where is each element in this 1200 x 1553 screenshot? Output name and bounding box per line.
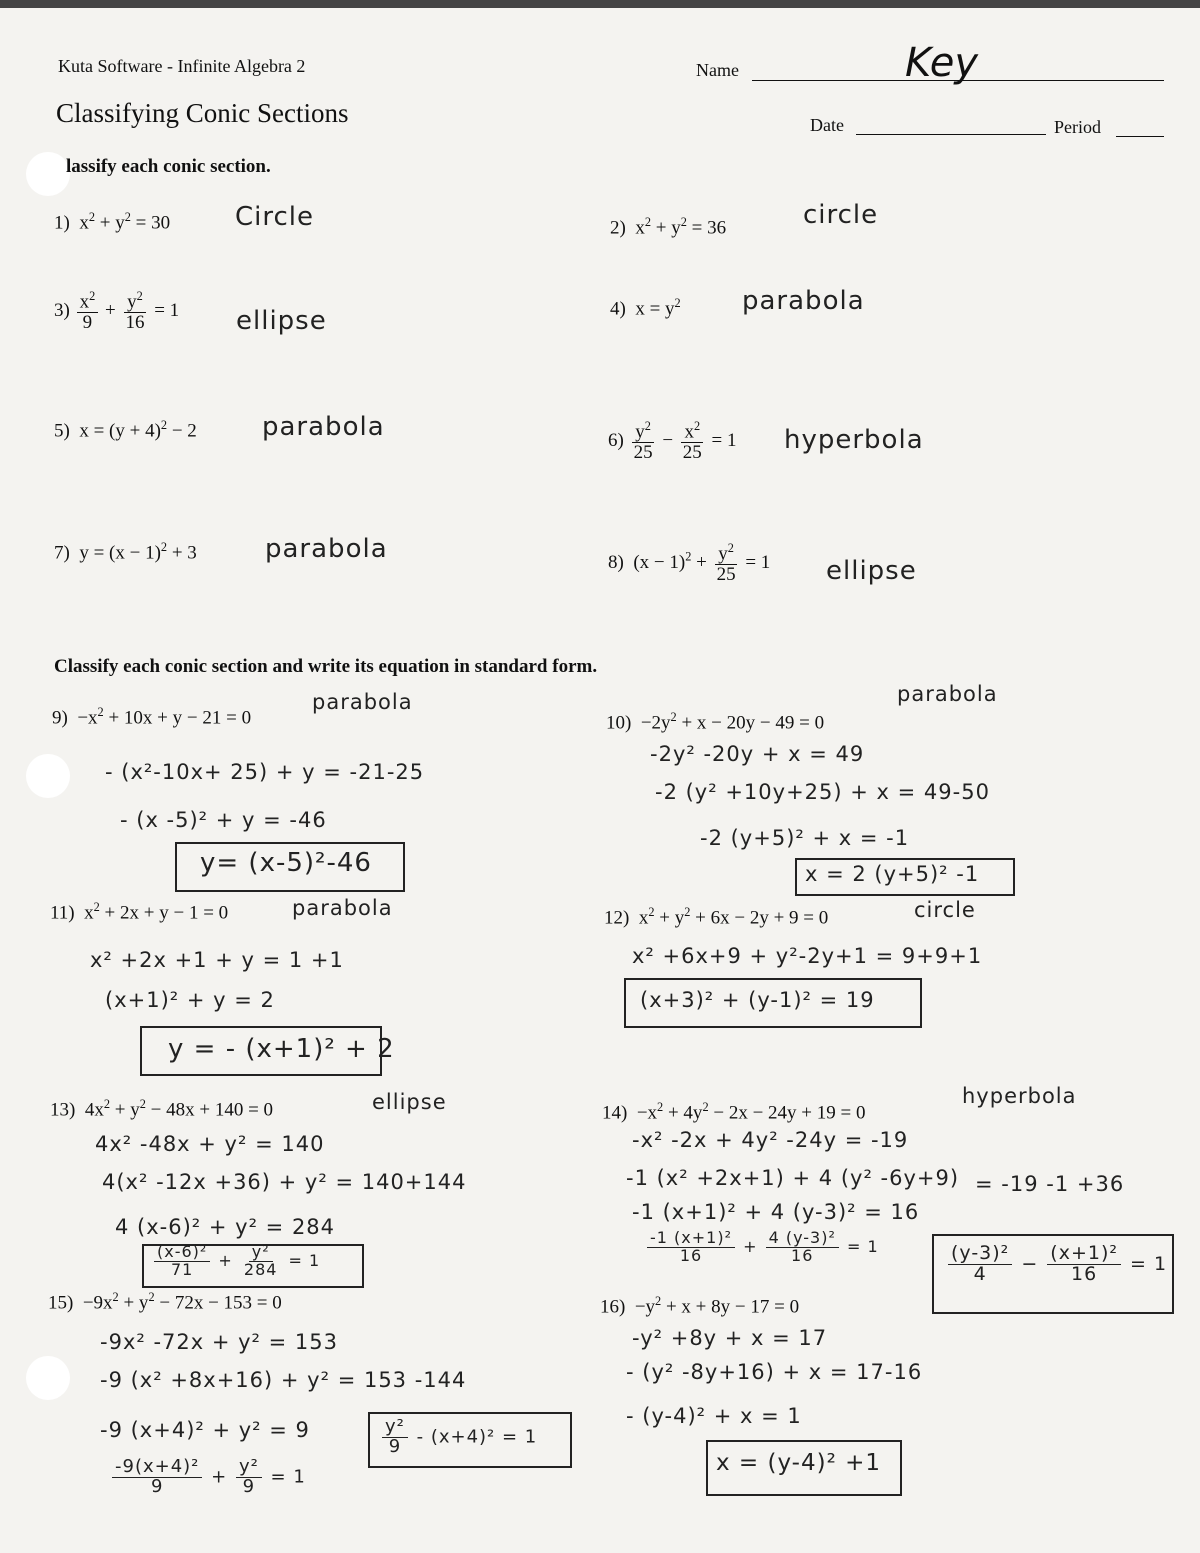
work-15-den1: 9: [150, 1475, 164, 1497]
type-9: parabola: [312, 690, 413, 714]
answer-3: ellipse: [236, 306, 327, 336]
work-10-line3: -2 (y+5)² + x = -1: [700, 826, 910, 850]
date-label: Date: [810, 115, 844, 135]
name-label: Name: [696, 60, 739, 80]
answer-15-rest: - (x+4)² = 1: [416, 1426, 538, 1448]
answer-6: hyperbola: [784, 425, 924, 455]
answer-8: ellipse: [826, 556, 917, 586]
work-15-line1: -9x² -72x + y² = 153: [100, 1330, 339, 1354]
answer-14-den1: 4: [973, 1262, 987, 1285]
type-10: parabola: [897, 682, 998, 706]
answer-14-den2: 16: [1071, 1262, 1098, 1285]
name-value: Key: [905, 40, 979, 86]
answer-14-num2: (x+1)²: [1047, 1244, 1121, 1265]
binder-hole-top: [26, 152, 70, 196]
answer-12: (x+3)² + (y-1)² = 19: [640, 988, 875, 1012]
binder-hole-middle: [26, 754, 70, 798]
problem-number: 16): [600, 1296, 626, 1318]
answer-15-den1: 9: [388, 1435, 402, 1457]
problem-4: 4) $x = y^2$: [610, 296, 681, 320]
worksheet-title: Classifying Conic Sections: [56, 98, 349, 128]
answer-13-rhs: = 1: [288, 1250, 321, 1270]
problem-number: 2): [610, 217, 626, 239]
problem-2: 2) $x^2 + y^2 = 36$: [610, 215, 727, 239]
problem-11: 11) $x^2 + 2x + y - 1 = 0$: [50, 900, 229, 924]
work-16-line2: - (y² -8y+16) + x = 17-16: [626, 1360, 923, 1384]
work-14-num2: 4 (y-3)²: [766, 1230, 839, 1248]
work-14-line2: -1 (x² +2x+1) + 4 (y² -6y+9): [626, 1166, 960, 1190]
work-13-line2: 4(x² -12x +36) + y² = 140+144: [102, 1170, 467, 1194]
work-14-line2b: = -19 -1 +36: [975, 1172, 1125, 1196]
section2-instruction: Classify each conic section and write its equation in standard form.: [54, 656, 598, 677]
problem-number: 6): [608, 429, 624, 451]
work-9-line1: - (x²-10x+ 25) + y = -21-25: [105, 760, 425, 784]
answer-14-rhs: = 1: [1130, 1252, 1168, 1275]
problem-number: 10): [606, 712, 632, 734]
answer-1: Circle: [235, 202, 315, 232]
work-14-line3: -1 (x+1)² + 4 (y-3)² = 16: [632, 1200, 920, 1224]
problem-9: $9) -x^2 + 10x + y - 21 = 0$: [52, 705, 252, 729]
problem-number: 1): [54, 212, 70, 234]
problem-15: $15) -9x^2 + y^2 - 72x - 153 = 0$: [48, 1290, 282, 1314]
work-16-line1: -y² +8y + x = 17: [632, 1326, 828, 1350]
work-14-den1: 16: [679, 1245, 703, 1265]
problem-10: $10) -2y^2 + x - 20y - 49 = 0$: [606, 710, 825, 734]
work-15-num2: y²: [236, 1458, 262, 1478]
problem-13: 13) $4x^2 + y^2 - 48x + 140 = 0$: [50, 1097, 274, 1121]
date-line: [856, 134, 1046, 135]
problem-number: 13): [50, 1099, 76, 1121]
problem-12: 12) $x^2 + y^2 + 6x - 2y + 9 = 0$: [604, 905, 829, 929]
answer-4: parabola: [742, 286, 865, 316]
publisher-label: Kuta Software - Infinite Algebra 2: [58, 56, 306, 76]
answer-13-num1: (x-6)²: [154, 1244, 210, 1262]
answer-14-num1: (y-3)²: [948, 1244, 1012, 1265]
work-10-line1: -2y² -20y + x = 49: [650, 742, 865, 766]
scan-top-edge: [0, 0, 1200, 8]
answer-13: $\frac{\text{(x-6)²}}{71}$ + $\frac{\text{y²}}{284}$ = 1: [152, 1244, 320, 1279]
problem-number: 12): [604, 907, 630, 929]
answer-2: circle: [803, 200, 879, 230]
answer-13-den1: 71: [170, 1259, 194, 1279]
work-15-line3: -9 (x+4)² + y² = 9: [100, 1418, 310, 1442]
problem-number: 4): [610, 298, 626, 320]
answer-14: $\frac{\text{(y-3)²}}{4}$ − $\frac{\text{(x+1)²}}{16}$ = 1: [946, 1244, 1167, 1285]
work-14-line4: $\frac{\text{-1 (x+1)²}}{16}$ + $\frac{\text{4 (y-3)²}}{16}$ = 1: [645, 1230, 879, 1265]
answer-13-den2: 284: [243, 1259, 278, 1279]
problem-number: 7): [54, 542, 70, 564]
answer-5: parabola: [262, 412, 385, 442]
problem-3: 3) $\frac{x^2}{9}$ + $\frac{y^2}{16}$ = 1: [54, 289, 180, 334]
period-label: Period: [1054, 117, 1101, 137]
work-9-line2: - (x -5)² + y = -46: [120, 808, 327, 832]
type-11: parabola: [292, 896, 393, 920]
work-13-line1: 4x² -48x + y² = 140: [95, 1132, 325, 1156]
problem-16: $16) -y^2 + x + 8y - 17 = 0$: [600, 1294, 800, 1318]
problem-6: 6) $\frac{y^2}{25}$ − $\frac{x^2}{25}$ = 1: [608, 419, 737, 464]
work-15-num1: -9(x+4)²: [112, 1458, 202, 1478]
work-15-den2: 9: [242, 1475, 256, 1497]
answer-15-num1: y²: [382, 1418, 408, 1438]
work-14-line1: -x² -2x + 4y² -24y = -19: [632, 1128, 909, 1152]
answer-13-num2: y²: [249, 1244, 273, 1262]
problem-7: 7) $y = (x - 1)^2 + 3$: [54, 540, 197, 564]
period-line: [1116, 136, 1164, 137]
type-13: ellipse: [372, 1090, 447, 1114]
problem-number: 15): [48, 1292, 74, 1314]
problem-5: 5) $x = (y + 4)^2 - 2$: [54, 418, 197, 442]
problem-number: 14): [602, 1102, 628, 1124]
problem-number: 11): [50, 902, 75, 924]
work-10-line2: -2 (y² +10y+25) + x = 49-50: [655, 780, 990, 804]
work-11-line2: (x+1)² + y = 2: [105, 988, 275, 1012]
type-12: circle: [914, 898, 976, 922]
work-16-line3: - (y-4)² + x = 1: [626, 1404, 802, 1428]
answer-11: y = - (x+1)² + 2: [168, 1034, 395, 1064]
work-11-line1: x² +2x +1 + y = 1 +1: [90, 948, 344, 972]
problem-number: 9): [52, 707, 68, 729]
work-14-den2: 16: [791, 1245, 814, 1265]
problem-number: 5): [54, 420, 70, 442]
work-13-line3: 4 (x-6)² + y² = 284: [115, 1215, 336, 1239]
answer-9: y= (x-5)²-46: [200, 848, 372, 878]
problem-1: 1) $x^2 + y^2 = 30$: [54, 210, 171, 234]
answer-10: x = 2 (y+5)² -1: [805, 862, 980, 886]
type-14: hyperbola: [962, 1084, 1077, 1108]
work-15-line2: -9 (x² +8x+16) + y² = 153 -144: [100, 1368, 467, 1392]
answer-15: [380, 1418, 537, 1457]
work-14-num1: -1 (x+1)²: [647, 1230, 735, 1248]
problem-14: $14) -x^2 + 4y^2 - 2x - 24y + 19 = 0$: [602, 1100, 866, 1124]
binder-hole-bottom: [26, 1356, 70, 1400]
work-15-line4: $\frac{\text{-9(x+4)²}}{9}$ + $\frac{\text{y²}}{9}$ = 1: [110, 1458, 306, 1497]
section1-instruction: lassify each conic section.: [66, 156, 271, 177]
answer-16: x = (y-4)² +1: [716, 1450, 882, 1476]
problem-8: 8) $(x - 1)^2$ + $\frac{y^2}{25}$ = 1: [608, 541, 771, 586]
work-14-rhs: = 1: [846, 1236, 879, 1256]
work-12-line1: x² +6x+9 + y²-2y+1 = 9+9+1: [632, 944, 983, 968]
work-15-rhs: = 1: [270, 1466, 306, 1488]
problem-number: 3): [54, 299, 70, 321]
problem-number: 8): [608, 551, 624, 573]
answer-7: parabola: [265, 534, 388, 564]
